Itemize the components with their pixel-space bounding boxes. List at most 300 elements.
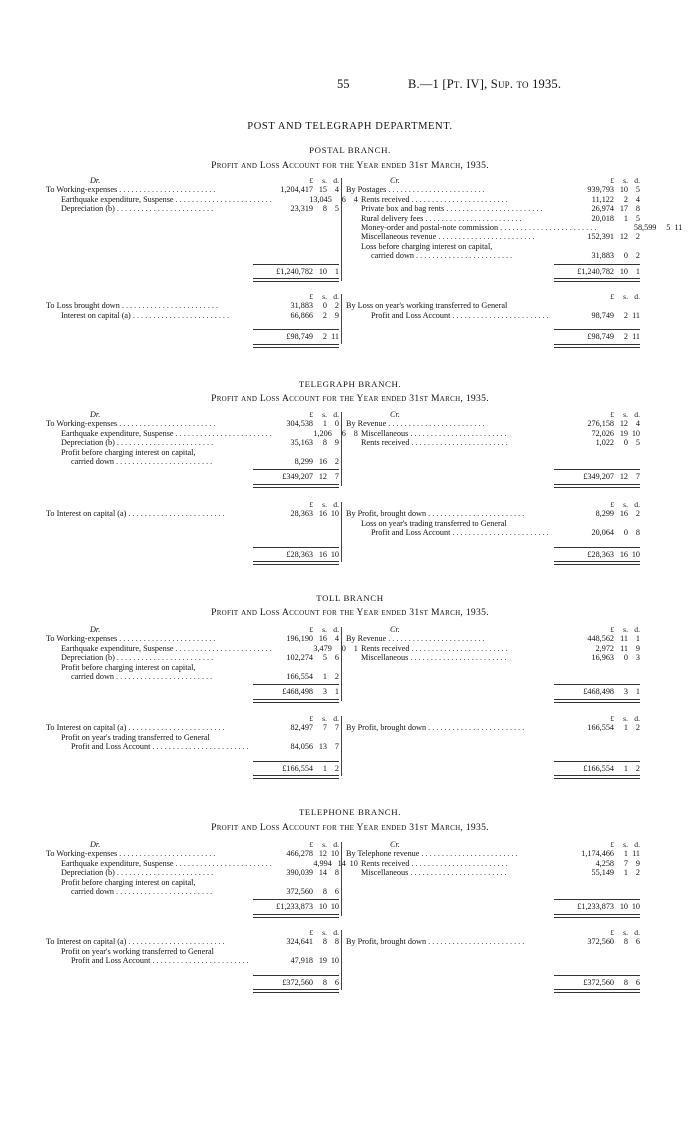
amount-pence: 9: [635, 643, 640, 653]
currency-heading-row: [46, 928, 339, 937]
center-rule: [341, 412, 342, 486]
amount-pence: 1: [635, 266, 640, 276]
amount-pounds: £166,554: [583, 763, 614, 773]
amount-shillings: 0: [623, 438, 628, 448]
total-double-rule: [554, 344, 640, 348]
amount-pounds: 47,918: [290, 956, 313, 966]
amount: [253, 204, 339, 213]
amount-pounds: 8,299: [595, 509, 614, 519]
total-block: [253, 975, 339, 993]
entry-text: Earthquake expenditure, Suspense: [61, 428, 174, 438]
column-heading-row: [46, 840, 339, 849]
amount-shillings: 1: [623, 723, 628, 733]
total-block: [554, 329, 640, 347]
amount: [554, 429, 640, 438]
ledger-entry: [46, 733, 339, 742]
amount-pounds: 390,039: [286, 868, 313, 878]
amount-pence: 2: [635, 763, 640, 773]
entry-text: By Profit, brought down: [346, 937, 427, 947]
entry-text: To Interest on capital (a): [46, 937, 127, 947]
ledger-entry: [46, 457, 339, 466]
amount-pence: 8: [334, 868, 339, 878]
amount: [253, 311, 339, 320]
currency-heading-row: [46, 292, 339, 301]
amount: [253, 714, 339, 723]
entry-label: [46, 634, 253, 643]
leader-dots: . . . . . . . . . . . . . . . . . . . . . . . .: [386, 634, 485, 644]
amount-shillings: 16: [318, 509, 327, 519]
amount-shillings: 12: [318, 472, 327, 482]
amount: [253, 438, 339, 447]
amount-shillings: 0: [322, 301, 327, 311]
entry-text: To Working-expenses: [46, 185, 118, 195]
entry-label: [46, 311, 253, 320]
amount-pounds: £: [309, 713, 313, 723]
amount: [253, 292, 339, 301]
amount-shillings: s.: [322, 499, 327, 509]
entry-text: To Working-expenses: [46, 634, 118, 644]
amount-shillings: 8: [322, 438, 327, 448]
amount: [554, 195, 640, 204]
amount-pence: 8: [635, 528, 640, 538]
amount-shillings: 19: [619, 428, 628, 438]
amount-pence: 3: [635, 653, 640, 663]
blank-row: [346, 457, 640, 466]
entry-text: Miscellaneous: [361, 653, 409, 663]
amount: [554, 978, 640, 987]
amount-pounds: £372,560: [282, 977, 313, 987]
blank-row: [46, 528, 339, 537]
amount-pence: 2: [635, 251, 640, 261]
amount-pounds: 276,158: [587, 419, 614, 429]
credit-side: [346, 840, 640, 918]
entry-text: To Working-expenses: [46, 419, 118, 429]
debit-side: [46, 839, 358, 918]
amount-shillings: 3: [623, 687, 628, 697]
amount-pounds: £1,240,782: [276, 266, 313, 276]
ledger-entry: [46, 937, 339, 946]
amount: [554, 204, 640, 213]
entry-label: [46, 419, 253, 428]
amount-shillings: 5: [322, 653, 327, 663]
ledger-entry: [46, 311, 339, 320]
column-heading-row: [346, 625, 640, 634]
amount-pence: 11: [674, 222, 683, 232]
amount-pence: 2: [334, 456, 339, 466]
total-double-rule: [554, 775, 640, 779]
total-double-rule: [253, 278, 339, 282]
amount-shillings: s.: [322, 927, 327, 937]
entry-label: [346, 644, 554, 653]
amount-shillings: 13: [318, 742, 327, 752]
amount: [253, 267, 339, 276]
total-block: [253, 684, 339, 702]
amount-pounds: £: [610, 409, 614, 419]
amount: [253, 723, 339, 732]
debit-side-2: [46, 292, 339, 348]
entry-text: Profit and Loss Account: [371, 528, 451, 538]
leader-dots: . . . . . . . . . . . . . . . . . . . . . . . .: [173, 643, 272, 653]
amount-pence: 6: [334, 977, 339, 987]
entry-label: [346, 438, 554, 447]
amount: [554, 419, 640, 428]
center-rule-2: [341, 716, 342, 776]
entry-text: Money-order and postal-note commission: [361, 222, 499, 232]
gap: [46, 966, 339, 972]
column-heading-row: [346, 410, 640, 419]
ledger-entry: [46, 878, 339, 887]
amount-pence: 1: [635, 634, 640, 644]
leader-dots: . . . . . . . . . . . . . . . . . . . . . . . .: [126, 937, 225, 947]
amount-pence: d.: [333, 624, 339, 634]
amount-pence: 10: [330, 509, 339, 519]
amount-shillings: 16: [318, 456, 327, 466]
amount-shillings: s.: [322, 713, 327, 723]
entry-label: [46, 868, 253, 877]
entry-label: [46, 672, 253, 681]
amount-pence: 10: [330, 549, 339, 559]
ledger-entry: [346, 195, 640, 204]
total-rule: [554, 975, 640, 987]
blank-row: [46, 519, 339, 528]
entry-text: Profit before charging interest on capital,: [61, 877, 196, 887]
ledger-entry: [346, 429, 640, 438]
amount-pounds: 4,994: [313, 858, 332, 868]
amount-pounds: 31,883: [591, 251, 614, 261]
debit-heading: Dr.: [90, 175, 101, 185]
entry-text: Depreciation (b): [61, 204, 115, 214]
amount-pence: 8: [353, 428, 358, 438]
amount-pence: d.: [634, 839, 640, 849]
ledger-entry: [46, 428, 358, 438]
leader-dots: . . . . . . . . . . . . . . . . . . . . . . . .: [113, 456, 213, 466]
ledger-entry: [46, 448, 339, 457]
total-block: [253, 761, 339, 779]
credit-heading: Cr.: [390, 409, 400, 419]
ledger-entry: [346, 868, 640, 877]
amount-shillings: s.: [322, 409, 327, 419]
amount-pence: 1: [334, 687, 339, 697]
amount-shillings: 11: [620, 634, 628, 644]
amount-pence: 10: [330, 956, 339, 966]
amount: [253, 472, 339, 481]
gap: [346, 752, 640, 758]
amount: [554, 764, 640, 773]
debit-side: [46, 409, 358, 488]
entry-text: By Revenue: [346, 634, 387, 644]
amount-shillings: 2: [322, 332, 327, 342]
amount: [596, 223, 682, 232]
column-heading-row: [46, 625, 339, 634]
entry-label: [46, 448, 253, 457]
column-heading-row: [46, 410, 339, 419]
total-double-rule: [253, 484, 339, 488]
ledger-entry: [346, 723, 640, 732]
column-heading-row: [46, 176, 339, 185]
amount-shillings: 1: [322, 763, 327, 773]
ledger-entry: [46, 634, 339, 643]
amount: [554, 687, 640, 696]
amount-pounds: 152,391: [587, 232, 614, 242]
account-title: Profit and Loss Account for the Year ended 31st March, 1935.: [211, 393, 489, 404]
amount: [253, 634, 339, 643]
total-double-rule: [253, 699, 339, 703]
blank-row: [346, 947, 640, 956]
amount-shillings: 16: [318, 549, 327, 559]
amount: [272, 195, 358, 204]
amount-pounds: 31,883: [290, 301, 313, 311]
amount-pounds: 66,866: [290, 310, 313, 320]
credit-side-2: [346, 714, 640, 779]
amount-shillings: s.: [623, 713, 628, 723]
column-heading-row: [346, 840, 640, 849]
leader-dots: . . . . . . . . . . . . . . . . . . . . . . . .: [409, 858, 508, 868]
amount-shillings: s.: [623, 927, 628, 937]
amount-shillings: 8: [623, 977, 628, 987]
entry-text: Loss on year's trading transferred to General: [361, 518, 507, 528]
amount-pence: 7: [635, 472, 640, 482]
document-reference: B.—1 [Pt. IV], Sup. to 1935.: [408, 77, 562, 91]
entry-text: Profit and Loss Account: [71, 742, 151, 752]
amount-shillings: 12: [619, 232, 628, 242]
amount-shillings: 2: [623, 194, 628, 204]
amount-pounds: 1,204,417: [280, 185, 313, 195]
amount-pence: 11: [331, 332, 339, 342]
total-rule: [554, 469, 640, 481]
amount-shillings: 8: [623, 937, 628, 947]
debit-side-2: [46, 714, 339, 779]
amount-shillings: 12: [318, 849, 327, 859]
ledger-entry: [346, 251, 640, 260]
entry-label: [346, 634, 554, 643]
amount: [554, 509, 640, 518]
amount-pence: d.: [333, 499, 339, 509]
amount-shillings: 12: [619, 419, 628, 429]
entry-label: [346, 937, 554, 946]
entry-label: [46, 663, 253, 672]
amount: [253, 185, 339, 194]
amount-shillings: 0: [341, 643, 346, 653]
amount-pence: 6: [334, 653, 339, 663]
amount: [253, 550, 339, 559]
entry-label: [46, 947, 253, 956]
blank-row: [46, 251, 339, 260]
leader-dots: . . . . . . . . . . . . . . . . . . . . . . . .: [408, 653, 507, 663]
total-double-rule: [554, 484, 640, 488]
total-block: [253, 899, 339, 917]
amount-pounds: £: [610, 175, 614, 185]
entry-text: Loss before charging interest on capital,: [361, 241, 493, 251]
entry-label: [346, 429, 554, 438]
amount: [554, 902, 640, 911]
amount-pounds: 55,149: [591, 868, 614, 878]
ledger-entry: [346, 859, 640, 868]
amount: [554, 185, 640, 194]
branch-title: TELEGRAPH BRANCH.: [298, 379, 402, 389]
entry-text: Rents received: [361, 194, 410, 204]
amount: [554, 928, 640, 937]
account-title: Profit and Loss Account for the Year ended 31st March, 1935.: [211, 160, 489, 171]
ledger-entry: [46, 509, 339, 518]
amount-pence: d.: [333, 839, 339, 849]
entry-label: [346, 311, 554, 320]
amount-pence: d.: [634, 927, 640, 937]
amount: [272, 644, 358, 653]
amount: [554, 267, 640, 276]
entry-label: [46, 887, 253, 896]
total-double-rule: [554, 561, 640, 565]
leader-dots: . . . . . . . . . . . . . . . . . . . . . . . .: [423, 213, 522, 223]
leader-dots: . . . . . . . . . . . . . . . . . . . . . . . .: [173, 194, 272, 204]
total-double-rule: [554, 699, 640, 703]
leader-dots: . . . . . . . . . . . . . . . . . . . . . . . .: [117, 419, 216, 429]
credit-heading: Cr.: [390, 624, 400, 634]
credit-side: [346, 625, 640, 703]
entry-label: [346, 868, 554, 877]
amount-pence: 4: [334, 634, 339, 644]
leader-dots: . . . . . . . . . . . . . . . . . . . . . . . .: [498, 222, 597, 232]
entry-label: [346, 214, 554, 223]
ledger-entry: [346, 185, 640, 194]
ledger-entry: [346, 214, 640, 223]
amount-pounds: £: [610, 624, 614, 634]
amount: [253, 902, 339, 911]
ledger-entry: [346, 528, 640, 537]
leader-dots: . . . . . . . . . . . . . . . . . . . . . . . .: [114, 204, 214, 214]
currency-heading-row: [346, 292, 640, 301]
amount-pence: d.: [634, 624, 640, 634]
amount-shillings: s.: [322, 839, 327, 849]
leader-dots: . . . . . . . . . . . . . . . . . . . . . . . .: [150, 742, 249, 752]
gap: [46, 752, 339, 758]
amount: [253, 653, 339, 662]
gap: [46, 538, 339, 544]
total-double-rule: [253, 344, 339, 348]
ledger-entry: [346, 653, 640, 662]
leader-dots: . . . . . . . . . . . . . . . . . . . . . . . .: [444, 204, 543, 214]
amount: [253, 742, 339, 751]
amount-pence: 11: [632, 310, 640, 320]
total-block: [554, 469, 640, 487]
amount-pounds: 3,479: [313, 643, 332, 653]
leader-dots: . . . . . . . . . . . . . . . . . . . . . . . .: [117, 849, 216, 859]
amount-shillings: s.: [623, 409, 628, 419]
ledger-entry: [346, 232, 640, 241]
entry-label: [346, 859, 554, 868]
amount-pounds: £: [309, 839, 313, 849]
leader-dots: . . . . . . . . . . . . . . . . . . . . . . . .: [114, 438, 214, 448]
entry-text: By Loss on year's working transferred to General: [346, 301, 508, 311]
entry-label: [346, 242, 554, 251]
ledger-entry: [346, 937, 640, 946]
entry-label: [46, 859, 272, 868]
center-rule: [341, 178, 342, 281]
amount-pounds: £: [610, 839, 614, 849]
credit-side-2: [346, 500, 640, 565]
amount: [554, 714, 640, 723]
amount-pence: 5: [635, 185, 640, 195]
amount-shillings: 1: [623, 763, 628, 773]
blank-row: [46, 223, 339, 232]
entry-label: [346, 653, 554, 662]
entry-label: [346, 849, 554, 858]
entry-text: By Revenue: [346, 419, 387, 429]
entry-text: Rural delivery fees: [361, 213, 424, 223]
amount-shillings: 14: [318, 868, 327, 878]
entry-text: Earthquake expenditure, Suspense: [61, 194, 174, 204]
amount-pounds: £1,233,873: [276, 902, 313, 912]
amount: [554, 251, 640, 260]
amount-shillings: 16: [318, 634, 327, 644]
ledger-entry: [46, 301, 339, 310]
entry-text: Miscellaneous revenue: [361, 232, 437, 242]
ledger-entry: [46, 723, 339, 732]
amount-pounds: 166,554: [587, 723, 614, 733]
total-rule: [253, 547, 339, 559]
currency-heading-row: [346, 500, 640, 509]
amount-shillings: 7: [322, 723, 327, 733]
amount-pounds: £349,207: [583, 472, 614, 482]
total-rule: [253, 975, 339, 987]
amount: [554, 859, 640, 868]
amount-pounds: £: [610, 927, 614, 937]
amount-pounds: £372,560: [583, 977, 614, 987]
amount-pounds: 8,299: [294, 456, 313, 466]
total-double-rule: [554, 278, 640, 282]
amount-shillings: 14: [337, 858, 346, 868]
blank-row: [46, 232, 339, 241]
credit-side: [346, 410, 640, 488]
amount-pounds: 372,560: [587, 937, 614, 947]
page-number: 55: [337, 77, 350, 91]
leader-dots: . . . . . . . . . . . . . . . . . . . . . . . .: [126, 509, 225, 519]
amount-pence: d.: [333, 409, 339, 419]
credit-side: [346, 175, 683, 282]
amount-pounds: 1,174,466: [581, 849, 614, 859]
amount-pounds: 166,554: [286, 671, 313, 681]
entry-text: To Loss brought down: [46, 301, 120, 311]
entry-label: [346, 509, 554, 518]
blank-row: [46, 242, 339, 251]
amount-pounds: £468,498: [282, 687, 313, 697]
amount-pence: 2: [635, 232, 640, 242]
amount: [554, 937, 640, 946]
gap: [346, 320, 640, 326]
amount-pounds: £: [610, 713, 614, 723]
amount-shillings: 8: [322, 204, 327, 214]
amount-pence: 9: [635, 858, 640, 868]
entry-label: [46, 509, 253, 518]
entry-label: [346, 223, 596, 232]
amount-shillings: 2: [623, 332, 628, 342]
amount-shillings: s.: [623, 499, 628, 509]
amount: [554, 332, 640, 341]
amount: [253, 625, 339, 634]
ledger-entry: [46, 419, 339, 428]
entry-text: Miscellaneous: [361, 428, 409, 438]
amount: [253, 849, 339, 858]
amount-pence: 1: [635, 687, 640, 697]
amount-pounds: £349,207: [282, 472, 313, 482]
account-title: Profit and Loss Account for the Year ended 31st March, 1935.: [211, 607, 489, 618]
amount: [554, 653, 640, 662]
entry-text: Profit on year's trading transferred to General: [61, 732, 210, 742]
leader-dots: . . . . . . . . . . . . . . . . . . . . . . . .: [426, 723, 525, 733]
total-double-rule: [253, 914, 339, 918]
amount-pounds: £166,554: [282, 763, 313, 773]
total-block: [554, 975, 640, 993]
amount-pounds: 939,793: [587, 185, 614, 195]
